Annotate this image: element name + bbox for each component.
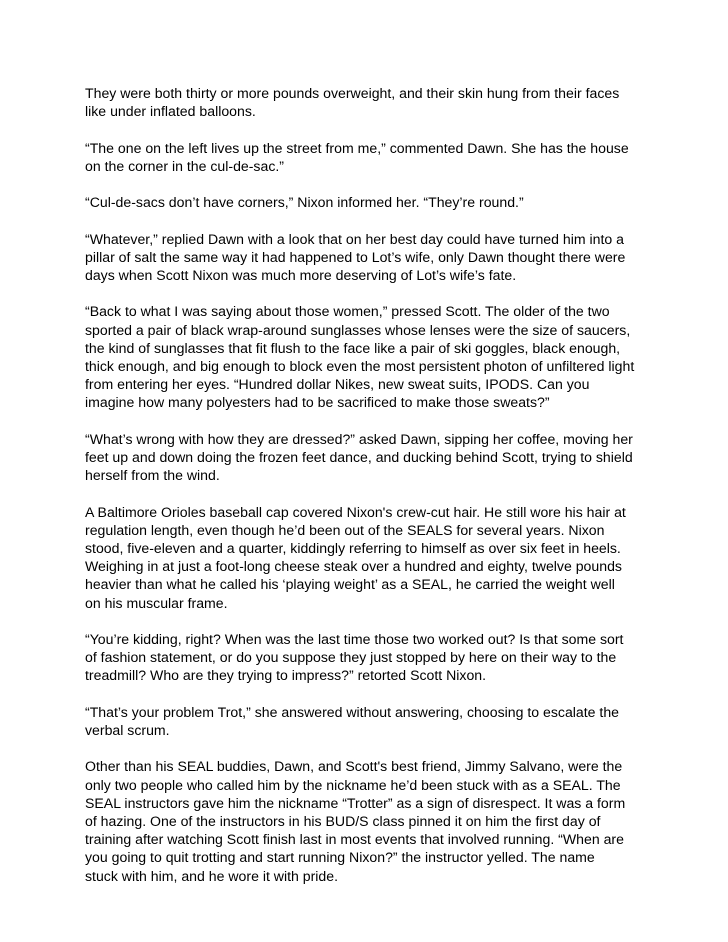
- paragraph-3-line-1: “Cul-de-sacs don’t have corners,” Nixon informed her. “They’re round.”: [85, 194, 524, 211]
- paragraph-6: [85, 430, 655, 485]
- paragraph-4-line-1: “Whatever,” replied Dawn with a look that on her best day could have turned him into a: [85, 230, 624, 247]
- paragraph-6-line-1: “What’s wrong with how they are dressed?” asked Dawn, sipping her coffee, moving her: [85, 430, 633, 447]
- paragraph-7-line-6: on his muscular frame.: [85, 594, 228, 611]
- paragraph-2: [85, 139, 655, 175]
- paragraph-5-line-3: the kind of sunglasses that fit flush to the face like a pair of ski goggles, black enough,: [85, 339, 621, 356]
- paragraph-9-line-1: “That’s your problem Trot,” she answered without answering, choosing to escalate the: [85, 703, 620, 720]
- paragraph-10-line-5: training after watching Scott finish last in most events that involved running. “When are: [85, 831, 624, 848]
- paragraph-10-line-2: only two people who called him by the nickname he’d been stuck with as a SEAL. The: [85, 776, 621, 793]
- paragraph-10-line-4: of hazing. One of the instructors in his BUD/S class pinned it on him the first day of: [85, 812, 601, 829]
- paragraph-10-line-1: Other than his SEAL buddies, Dawn, and Scott's best friend, Jimmy Salvano, were the: [85, 758, 623, 775]
- paragraph-9-line-2: verbal scrum.: [85, 721, 170, 738]
- paragraph-5-line-5: from entering her eyes. “Hundred dollar Nikes, new sweat suits, IPODS. Can you: [85, 376, 590, 393]
- paragraph-9: [85, 703, 655, 739]
- paragraph-7-line-4: Weighing in at just a foot-long cheese steak over a hundred and eighty, twelve pounds: [85, 558, 622, 575]
- paragraph-1-line-2: like under inflated balloons.: [85, 103, 256, 120]
- paragraph-2-line-2: on the corner in the cul-de-sac.”: [85, 157, 284, 174]
- paragraph-8: [85, 630, 655, 685]
- paragraph-6-line-3: herself from the wind.: [85, 467, 220, 484]
- paragraph-5-line-1: “Back to what I was saying about those women,” pressed Scott. The older of the two: [85, 303, 610, 320]
- paragraph-4-line-3: days when Scott Nixon was much more deserving of Lot’s wife’s fate.: [85, 266, 517, 283]
- paragraph-7: [85, 503, 655, 612]
- paragraph-10: [85, 757, 655, 884]
- paragraph-1: [85, 84, 655, 120]
- paragraph-10-line-3: SEAL instructors gave him the nickname “Trotter” as a sign of disrespect. It was a form: [85, 794, 626, 811]
- paragraph-7-line-1: A Baltimore Orioles baseball cap covered Nixon's crew-cut hair. He still wore his hair at: [85, 503, 626, 520]
- paragraph-7-line-3: stood, five-eleven and a quarter, kiddingly referring to himself as over six feet in heels.: [85, 539, 621, 556]
- paragraph-1-line-1: They were both thirty or more pounds overweight, and their skin hung from their faces: [85, 85, 620, 101]
- paragraph-8-line-1: “You’re kidding, right? When was the last time those two worked out? Is that some sort: [85, 630, 624, 647]
- paragraph-4-line-2: pillar of salt the same way it had happened to Lot’s wife, only Dawn thought there were: [85, 248, 626, 265]
- paragraph-7-line-5: heavier than what he called his ‘playing weight’ as a SEAL, he carried the weight well: [85, 576, 615, 593]
- paragraph-6-line-2: feet up and down doing the frozen feet dance, and ducking behind Scott, trying to shield: [85, 448, 633, 465]
- document-page: [85, 84, 655, 903]
- paragraph-8-line-2: of fashion statement, or do you suppose they just stopped by here on their way to the: [85, 649, 617, 666]
- paragraph-5-line-2: sported a pair of black wrap-around sunglasses whose lenses were the size of saucers,: [85, 321, 631, 338]
- paragraph-2-line-1: “The one on the left lives up the street from me,” commented Dawn. She has the house: [85, 139, 629, 156]
- paragraph-7-line-2: regulation length, even though he’d been out of the SEALS for several years. Nixon: [85, 521, 605, 538]
- paragraph-10-line-7: stuck with him, and he wore it with pride.: [85, 867, 339, 884]
- paragraph-10-line-6: you going to quit trotting and start running Nixon?” the instructor yelled. The name: [85, 849, 595, 866]
- paragraph-5: [85, 302, 655, 411]
- paragraph-4: [85, 230, 655, 285]
- paragraph-3: [85, 193, 655, 211]
- paragraph-8-line-3: treadmill? Who are they trying to impress?” retorted Scott Nixon.: [85, 667, 487, 684]
- paragraph-5-line-6: imagine how many polyesters had to be sacrificed to make those sweats?”: [85, 394, 550, 411]
- paragraph-5-line-4: thick enough, and big enough to block even the most persistent photon of unfiltered light: [85, 357, 635, 374]
